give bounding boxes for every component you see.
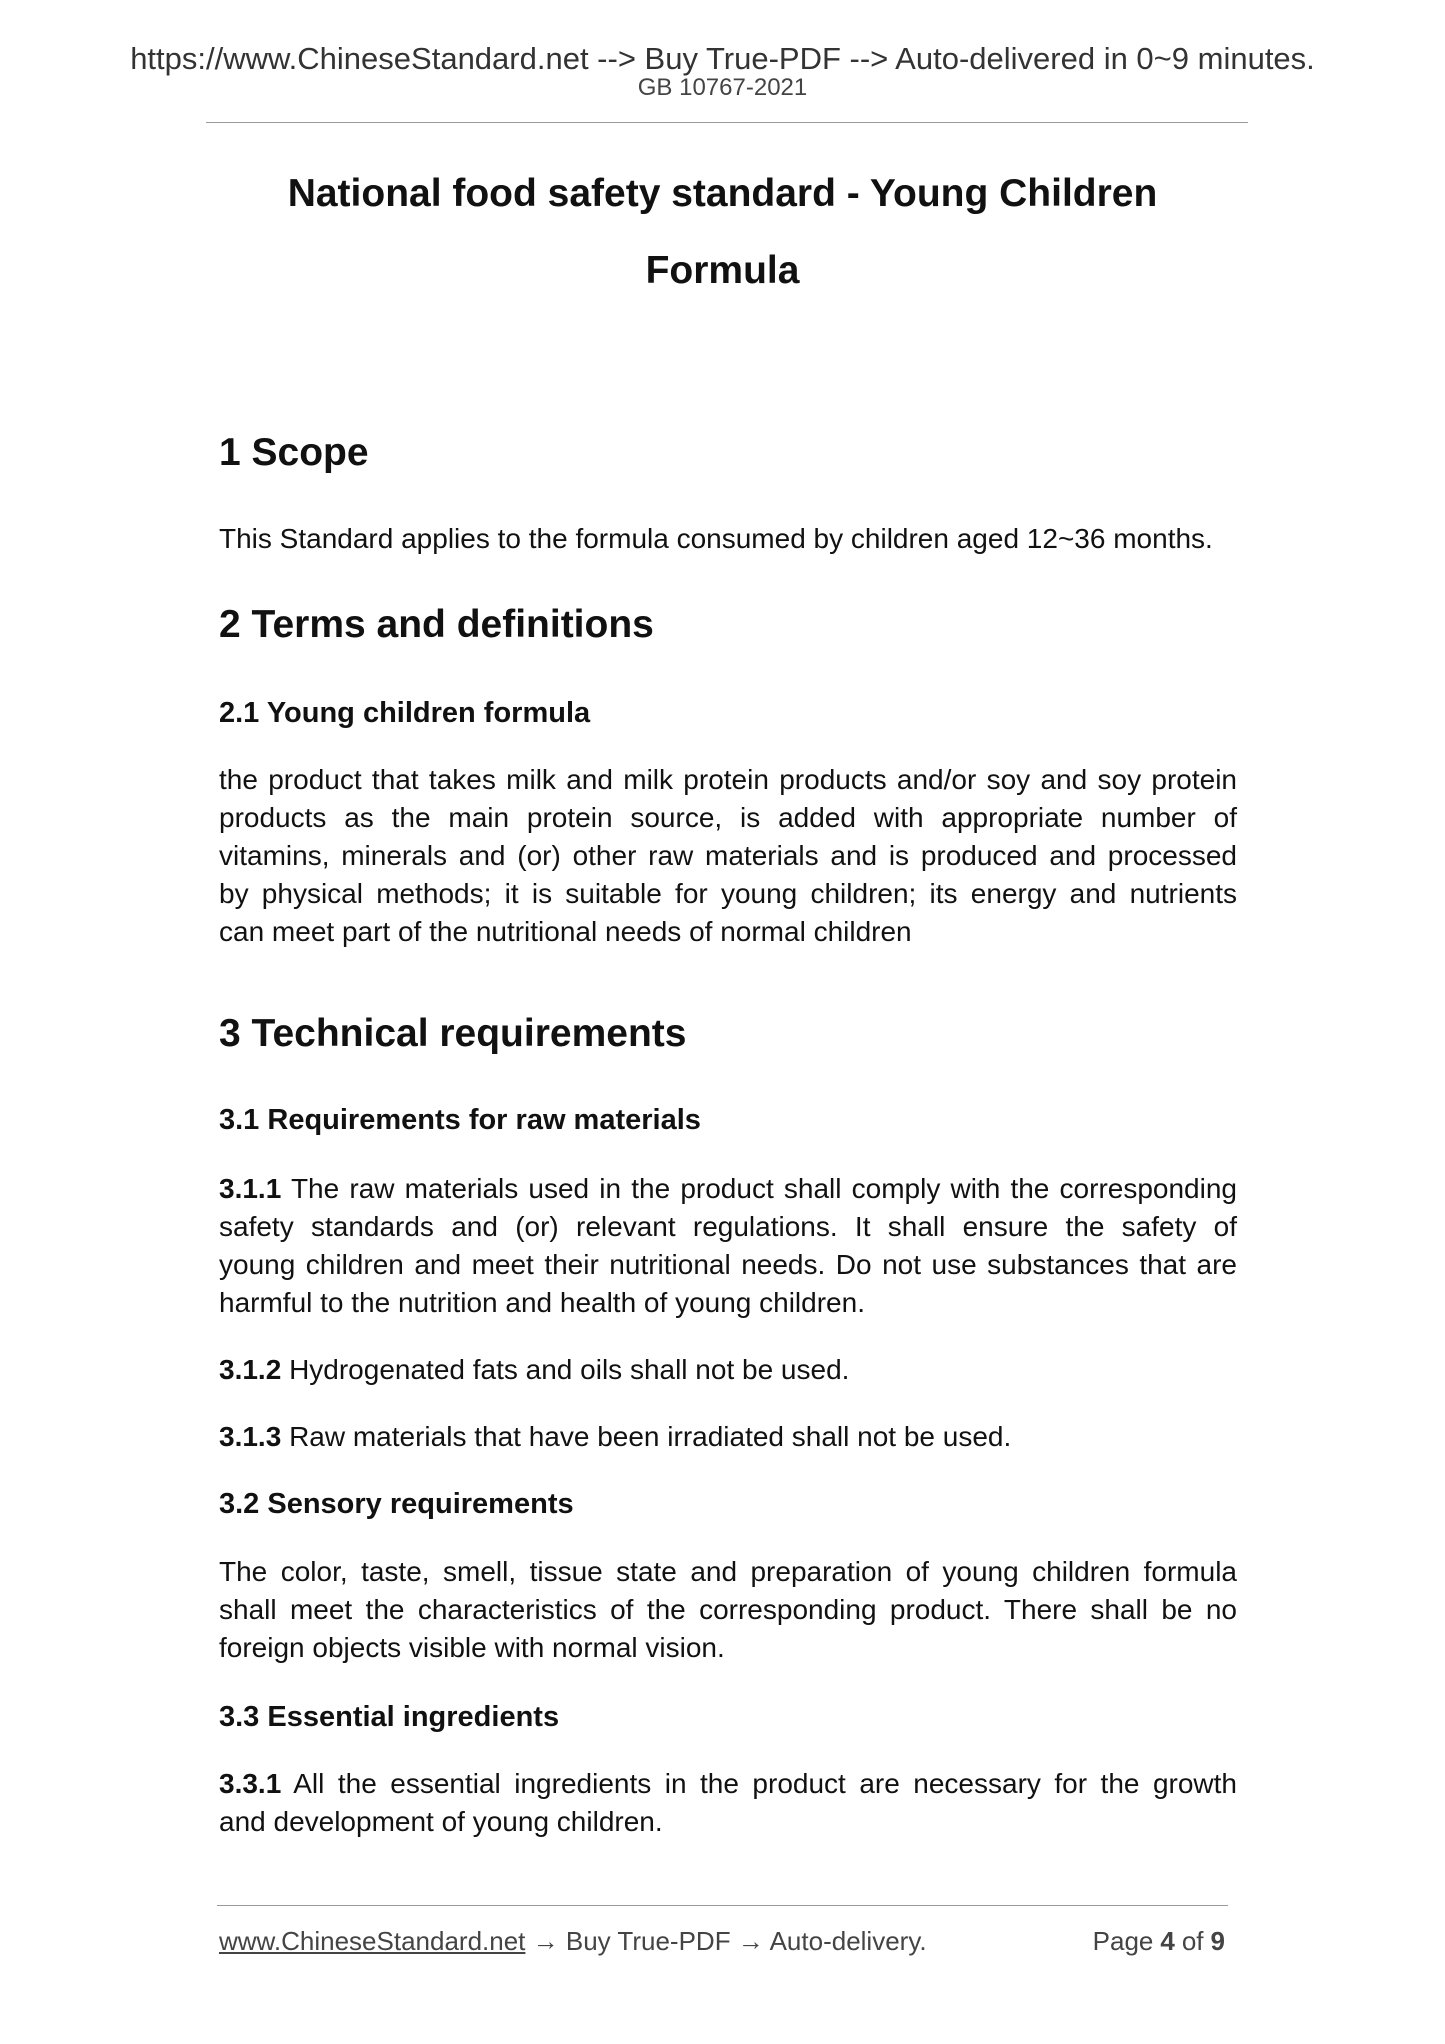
paragraph-line (219, 1765, 1237, 1803)
clause-number: 3.1.2 (219, 1354, 282, 1385)
clause-text: Raw materials that have been irradiated shall not be used. (289, 1421, 1012, 1452)
page-total: 9 (1210, 1926, 1225, 1956)
paragraph-line: This Standard applies to the formula consumed by children aged 12~36 months. (219, 523, 1213, 554)
clause-text: Hydrogenated fats and oils shall not be used. (289, 1354, 850, 1385)
clause-number: 3.1.3 (219, 1421, 282, 1452)
clause-3-1-2 (219, 1351, 1237, 1389)
paragraph-line: young children and meet their nutritional needs. Do not use substances that are (219, 1249, 1237, 1280)
header-divider (206, 122, 1248, 123)
header-banner: https://www.ChineseStandard.net --> Buy True-PDF --> Auto-delivered in 0~9 minutes. (130, 41, 1315, 76)
document-title-line-2: Formula (645, 249, 800, 292)
subsection-heading-young-children-formula: 2.1 Young children formula (219, 697, 591, 729)
footer-website-link[interactable]: www.ChineseStandard.net (219, 1926, 526, 1956)
page-label: Page (1092, 1926, 1154, 1956)
scope-paragraph (219, 520, 1237, 558)
page-indicator (1093, 1925, 1225, 1957)
subsection-heading-raw-materials: 3.1 Requirements for raw materials (219, 1104, 701, 1136)
paragraph-line: shall meet the characteristics of the corresponding product. There shall be no (219, 1594, 1237, 1625)
paragraph-line (219, 1418, 1237, 1456)
paragraph-line (219, 1170, 1237, 1208)
subsection-heading-sensory: 3.2 Sensory requirements (219, 1488, 574, 1520)
clause-3-3-1 (219, 1765, 1237, 1841)
clause-number: 3.1.1 (219, 1173, 282, 1204)
document-title-line-1: National food safety standard - Young Children (287, 172, 1158, 215)
paragraph-line: by physical methods; it is suitable for young children; its energy and nutrients (219, 878, 1237, 909)
paragraph-line: The color, taste, smell, tissue state and preparation of young children formula (219, 1556, 1237, 1587)
paragraph-line: foreign objects visible with normal vision. (219, 1632, 725, 1663)
paragraph-line: can meet part of the nutritional needs of normal children (219, 916, 912, 947)
clause-text: All the essential ingredients in the product are necessary for the growth (293, 1768, 1238, 1799)
section-heading-scope: 1 Scope (219, 431, 369, 474)
paragraph-line: products as the main protein source, is added with appropriate number of (219, 802, 1237, 833)
paragraph-line: vitamins, minerals and (or) other raw materials and is produced and processed (219, 840, 1237, 871)
footer-divider (217, 1905, 1228, 1906)
clause-3-1-1 (219, 1170, 1237, 1322)
paragraph-line: the product that takes milk and milk protein products and/or soy and soy protein (219, 764, 1237, 795)
definition-paragraph (219, 761, 1237, 951)
footer-tagline: → Buy True-PDF → Auto-delivery. (532, 1926, 927, 1956)
subsection-heading-essential-ingredients: 3.3 Essential ingredients (219, 1701, 560, 1733)
page-of-label: of (1181, 1926, 1204, 1956)
paragraph-line: harmful to the nutrition and health of young children. (219, 1287, 865, 1318)
section-heading-technical: 3 Technical requirements (219, 1012, 687, 1055)
page-current: 4 (1160, 1926, 1175, 1956)
sensory-paragraph (219, 1553, 1237, 1667)
paragraph-line: and development of young children. (219, 1806, 663, 1837)
clause-3-1-3 (219, 1418, 1237, 1456)
clause-text: The raw materials used in the product shall comply with the corresponding (290, 1173, 1237, 1204)
clause-number: 3.3.1 (219, 1768, 282, 1799)
paragraph-line (219, 1351, 1237, 1389)
section-heading-terms: 2 Terms and definitions (219, 603, 654, 646)
page-footer (219, 1925, 1225, 1957)
paragraph-line: safety standards and (or) relevant regulations. It shall ensure the safety of (219, 1211, 1237, 1242)
document-code: GB 10767-2021 (637, 74, 808, 101)
